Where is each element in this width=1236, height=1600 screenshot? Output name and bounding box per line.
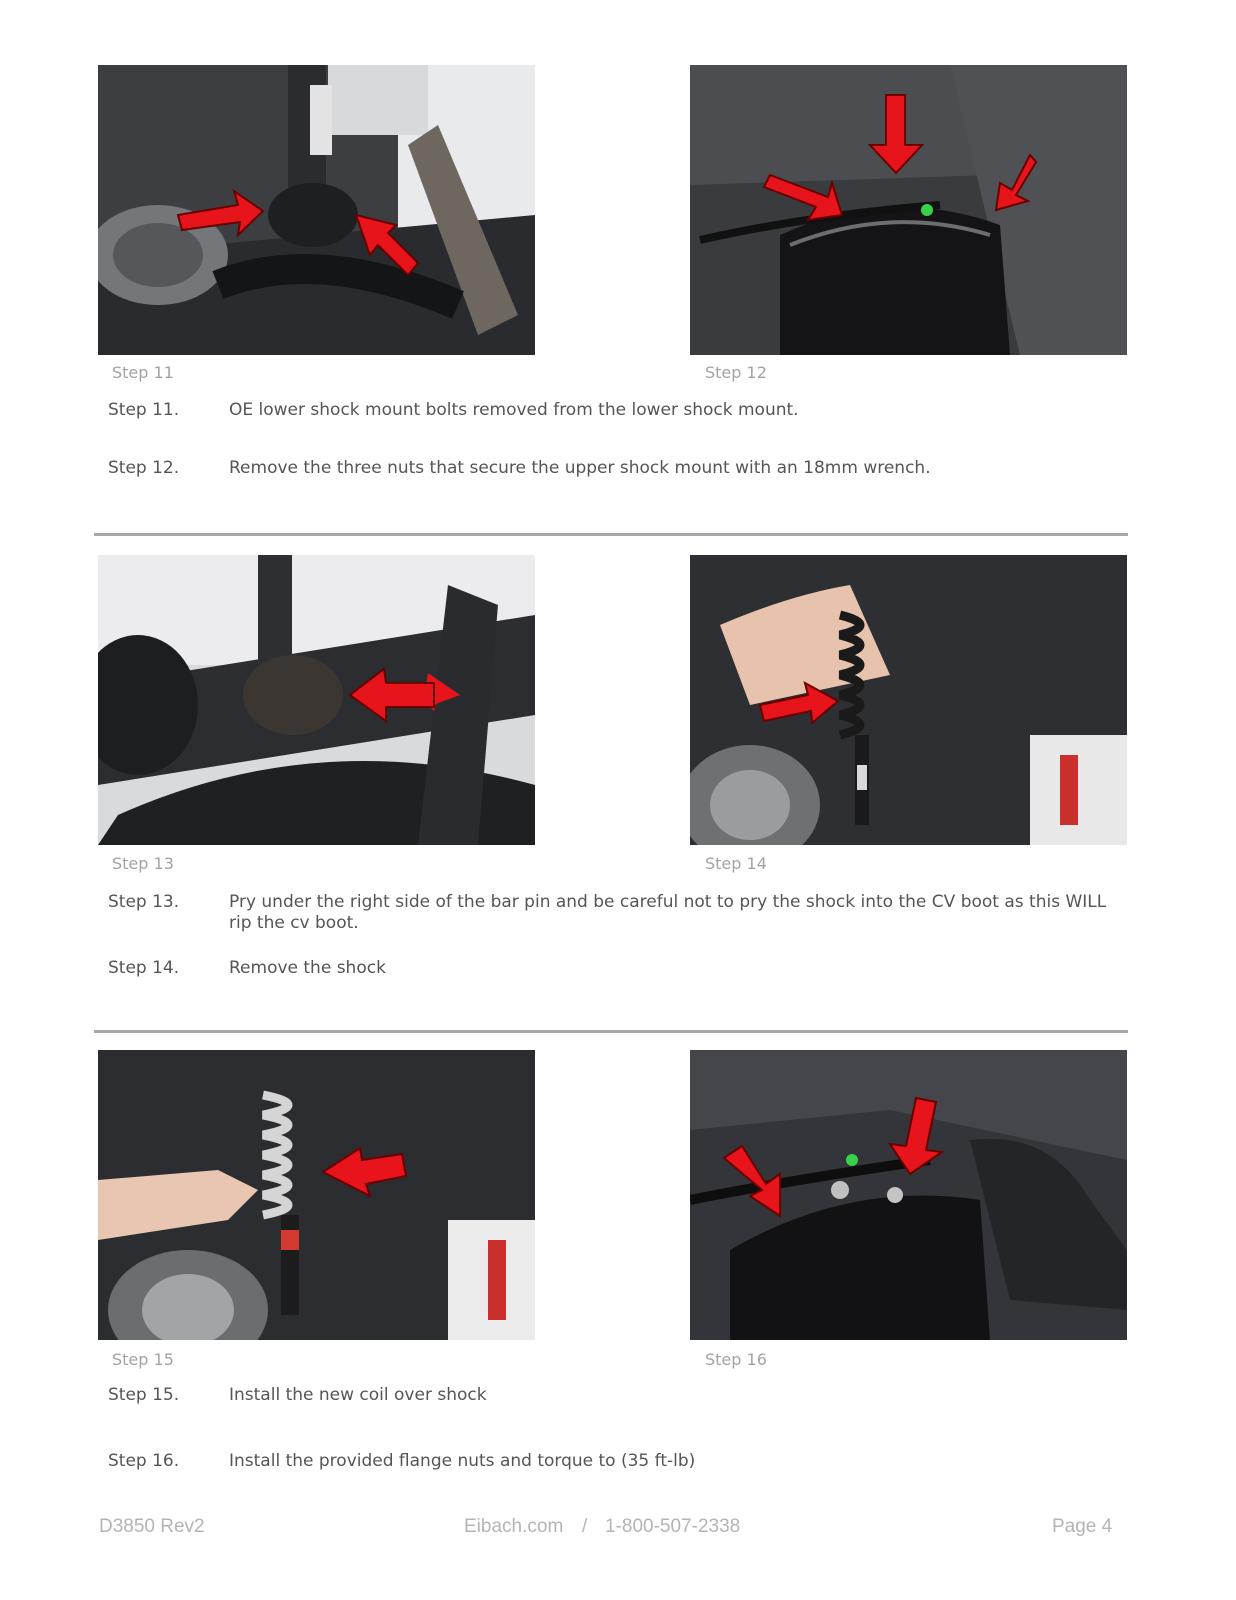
step-13-text: Pry under the right side of the bar pin and be careful not to pry the shock into the CV boot as this WILL rip the cv boot. — [229, 892, 1107, 933]
step-14-caption: Step 14 — [705, 854, 767, 873]
step-16-caption: Step 16 — [705, 1350, 767, 1369]
step-15-caption: Step 15 — [112, 1350, 174, 1369]
step-11-text: OE lower shock mount bolts removed from the lower shock mount. — [229, 400, 799, 420]
footer-phone: 1-800-507-2338 — [605, 1516, 741, 1537]
step-12-caption: Step 12 — [705, 363, 767, 382]
step-14-label: Step 14. — [108, 958, 180, 978]
step-16-text: Install the provided flange nuts and torque to (35 ft-lb) — [229, 1451, 696, 1471]
section-divider-1 — [94, 533, 1128, 536]
step-11-caption: Step 11 — [112, 363, 174, 382]
footer-website: Eibach.com — [464, 1516, 564, 1537]
step-15-label: Step 15. — [108, 1385, 180, 1405]
step-12-photo — [690, 65, 1127, 355]
step-14-photo — [690, 555, 1127, 845]
footer-separator: / — [582, 1516, 588, 1537]
step-15-text: Install the new coil over shock — [229, 1385, 487, 1405]
footer-page-number: Page 4 — [1052, 1516, 1113, 1537]
section-divider-2 — [94, 1030, 1128, 1033]
step-11-photo — [98, 65, 535, 355]
step-11-label: Step 11. — [108, 400, 180, 420]
step-13-label: Step 13. — [108, 892, 180, 912]
step-12-text: Remove the three nuts that secure the upper shock mount with an 18mm wrench. — [229, 458, 931, 478]
footer-doc-id: D3850 Rev2 — [99, 1516, 205, 1537]
step-16-label: Step 16. — [108, 1451, 180, 1471]
step-15-photo — [98, 1050, 535, 1340]
step-16-photo — [690, 1050, 1127, 1340]
step-13-photo — [98, 555, 535, 845]
step-14-text: Remove the shock — [229, 958, 386, 978]
step-13-caption: Step 13 — [112, 854, 174, 873]
step-12-label: Step 12. — [108, 458, 180, 478]
